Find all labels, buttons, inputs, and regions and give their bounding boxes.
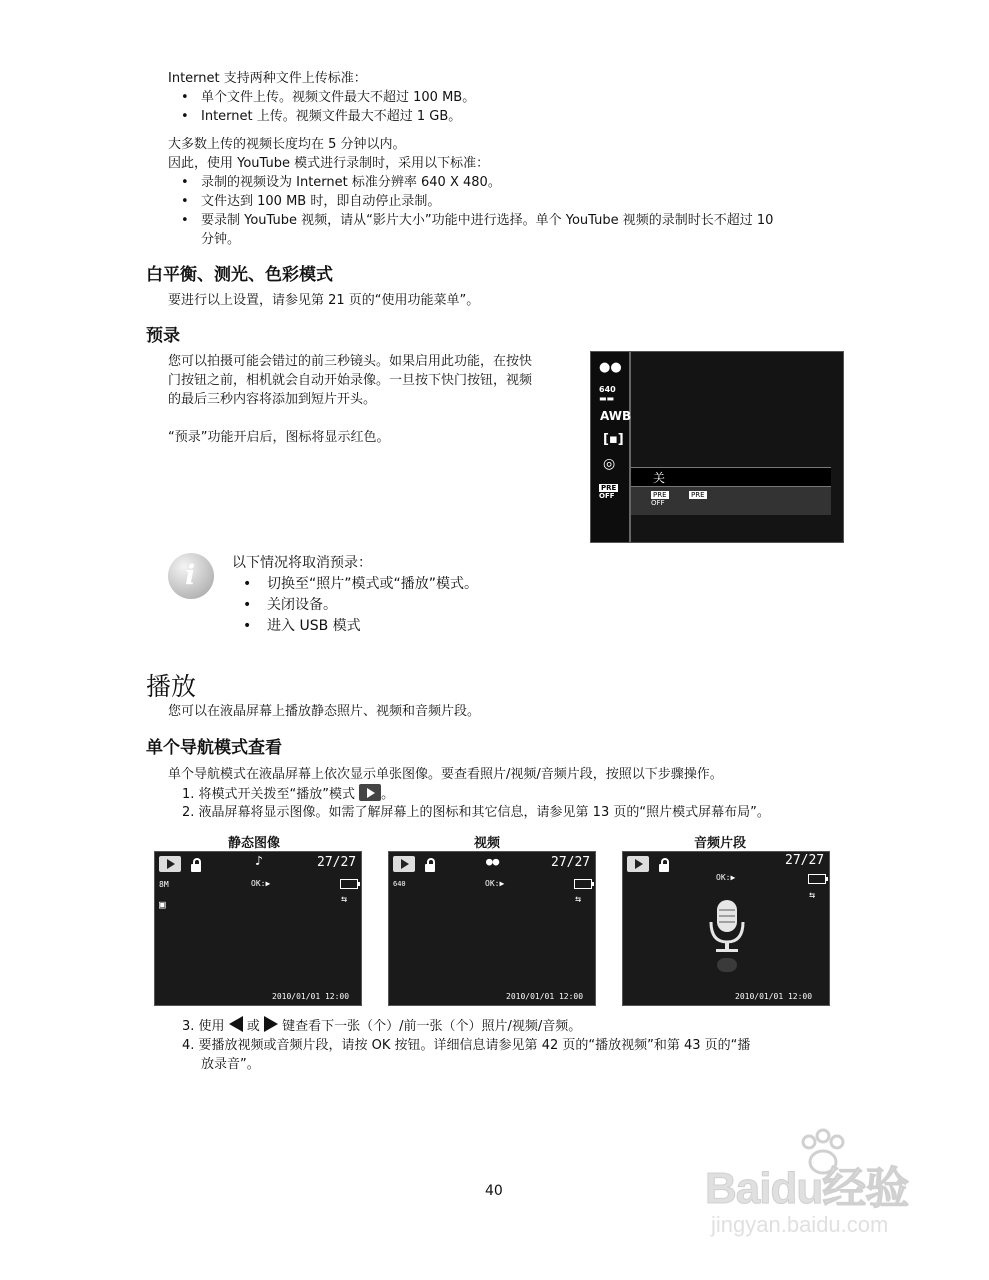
paragraph: 门按钮之前，相机就会自动开始录像。一旦按下快门按钮，视频 xyxy=(168,373,533,388)
paragraph: 的最后三秒内容将添加到短片开头。 xyxy=(168,392,377,407)
movie-mode-icon: ●● xyxy=(599,360,622,375)
step-text: 键查看下一张（个）/前一张（个）照片/视频/音频。 xyxy=(282,1019,582,1034)
timestamp: 2010/01/01 12:00 xyxy=(735,992,813,1001)
section-heading: 白平衡、测光、色彩模式 xyxy=(146,265,333,285)
note-item: • 切换至“照片”模式或“播放”模式。 xyxy=(243,576,479,592)
microphone-icon xyxy=(707,898,747,978)
off-label: OFF xyxy=(599,492,615,500)
prerecord-off-icon xyxy=(599,484,618,500)
playback-icon xyxy=(627,856,649,872)
paragraph: “预录”功能开启后，图标将显示红色。 xyxy=(168,430,390,445)
playback-icon xyxy=(393,856,415,872)
screen-label: 音频片段 xyxy=(694,836,747,851)
note-item: • 进入 USB 模式 xyxy=(243,618,361,634)
menu-options-row xyxy=(631,487,831,515)
ok-hint: OK:▶ xyxy=(716,873,736,882)
battery-icon xyxy=(808,874,826,884)
step xyxy=(182,784,394,804)
movie-size-label: 640 xyxy=(599,385,616,394)
movie-size-icon: 640 xyxy=(393,880,406,888)
page-number: 40 xyxy=(485,1183,503,1199)
step-text: 或 xyxy=(246,1019,260,1034)
file-counter: 27/27 xyxy=(785,853,825,868)
paragraph: 单个导航模式在液晶屏幕上依次显示单张图像。要查看照片/视频/音频片段，按照以下步骤操作。 xyxy=(168,767,723,782)
file-counter: 27/27 xyxy=(551,855,591,870)
image-size-icon: 8M xyxy=(159,880,169,889)
intro-line: 大多数上传的视频长度均在 5 分钟以内。 xyxy=(168,137,406,152)
protect-icon: ⇆ xyxy=(575,894,582,905)
lock-icon xyxy=(425,864,435,872)
bullet-continuation: 分钟。 xyxy=(201,232,241,247)
color-mode-icon: ◎ xyxy=(603,456,616,472)
protect-icon: ⇆ xyxy=(341,894,348,905)
paragraph: 您可以在液晶屏幕上播放静态照片、视频和音频片段。 xyxy=(168,704,481,719)
paragraph: 要进行以上设置，请参见第 21 页的“使用功能菜单”。 xyxy=(168,293,480,308)
baidu-watermark xyxy=(705,1128,945,1238)
note-item: • 关闭设备。 xyxy=(243,597,337,613)
bullet-item: • 文件达到 100 MB 时，即自动停止录制。 xyxy=(181,194,441,209)
screen-label: 静态图像 xyxy=(228,836,281,851)
step-continuation: 放录音”。 xyxy=(201,1057,260,1072)
bullet-item: • 要录制 YouTube 视频，请从“影片大小”功能中进行选择。单个 YouTube 视频的录制时长不超过 10 xyxy=(181,213,774,228)
still-image-screen xyxy=(154,851,362,1006)
bullet-text: 文件达到 100 MB 时，即自动停止录制。 xyxy=(201,194,441,209)
ok-hint: OK:▶ xyxy=(251,879,271,888)
step: 2. 液晶屏幕将显示图像。如需了解屏幕上的图标和其它信息，请参见第 13 页的“照片模式屏幕布局”。 xyxy=(182,805,770,820)
note-title: 以下情况将取消预录： xyxy=(232,555,372,571)
battery-icon xyxy=(574,879,592,889)
right-arrow-icon xyxy=(264,1016,278,1032)
watermark-brand: Baidu经验 xyxy=(705,1164,909,1213)
menu-option-selected[interactable] xyxy=(631,467,831,487)
pre-label: PRE xyxy=(691,491,705,499)
prerecord-on-option[interactable] xyxy=(689,491,707,499)
prerecord-off-option[interactable] xyxy=(651,491,669,507)
lock-icon xyxy=(191,864,201,872)
option-label: 关 xyxy=(653,471,666,485)
audio-screen xyxy=(622,851,830,1006)
pre-label: PRE xyxy=(653,491,667,499)
section-heading: 单个导航模式查看 xyxy=(146,738,282,758)
ok-hint: OK:▶ xyxy=(485,879,505,888)
paragraph: 您可以拍摄可能会错过的前三秒镜头。如果启用此功能，在按快 xyxy=(168,354,533,369)
protect-icon: ⇆ xyxy=(809,890,816,901)
file-counter: 27/27 xyxy=(317,855,357,870)
playback-icon xyxy=(159,856,181,872)
screen-label: 视频 xyxy=(474,836,501,851)
step xyxy=(182,1016,581,1036)
note-text: 切换至“照片”模式或“播放”模式。 xyxy=(267,576,479,592)
bullet-item: • 单个文件上传。视频文件最大不超过 100 MB。 xyxy=(181,90,476,105)
chapter-heading: 播放 xyxy=(146,672,197,701)
menu-sidebar xyxy=(591,352,631,542)
battery-icon xyxy=(340,879,358,889)
intro-line: 因此，使用 YouTube 模式进行录制时，采用以下标准： xyxy=(168,156,490,171)
timestamp: 2010/01/01 12:00 xyxy=(272,992,350,1001)
bullet-item: • Internet 上传。视频文件最大不超过 1 GB。 xyxy=(181,109,462,124)
bullet-text: 单个文件上传。视频文件最大不超过 100 MB。 xyxy=(201,90,476,105)
bullet-item: • 录制的视频设为 Internet 标准分辨率 640 X 480。 xyxy=(181,175,501,190)
lock-icon xyxy=(659,864,669,872)
step-text-end: 。 xyxy=(381,787,395,802)
camera-menu-screen xyxy=(590,351,844,543)
intro-line: Internet 支持两种文件上传标准： xyxy=(168,71,367,86)
note-text: 关闭设备。 xyxy=(267,597,337,613)
timestamp: 2010/01/01 12:00 xyxy=(506,992,584,1001)
left-arrow-icon xyxy=(229,1016,243,1032)
info-icon: i xyxy=(168,553,214,599)
video-camera-icon: ●● xyxy=(486,855,500,868)
movie-size-icon: 640 ▬▬ xyxy=(599,385,616,403)
pre-label: PRE xyxy=(601,484,617,492)
awb-icon: AWB xyxy=(600,409,632,423)
step-text: 1. 将模式开关拨至“播放”模式 xyxy=(182,787,356,802)
watermark-url: jingyan.baidu.com xyxy=(711,1212,889,1237)
playback-icon xyxy=(359,784,381,801)
metering-icon: [▪] xyxy=(603,432,624,447)
step: 4. 要播放视频或音频片段，请按 OK 按钮。详细信息请参见第 42 页的“播放视频”和第 43 页的“播 xyxy=(182,1038,751,1053)
microphone-icon: ♪ xyxy=(255,854,263,869)
section-heading: 预录 xyxy=(146,326,180,346)
bullet-text: 录制的视频设为 Internet 标准分辨率 640 X 480。 xyxy=(201,175,501,190)
bullet-text: Internet 上传。视频文件最大不超过 1 GB。 xyxy=(201,109,462,124)
video-screen xyxy=(388,851,596,1006)
bullet-text: 要录制 YouTube 视频，请从“影片大小”功能中进行选择。单个 YouTube 视频的录制时长不超过 10 xyxy=(201,213,774,228)
print-icon: ▣ xyxy=(159,898,166,911)
step-text: 3. 使用 xyxy=(182,1019,225,1034)
off-label: OFF xyxy=(651,499,665,507)
note-text: 进入 USB 模式 xyxy=(267,618,361,634)
